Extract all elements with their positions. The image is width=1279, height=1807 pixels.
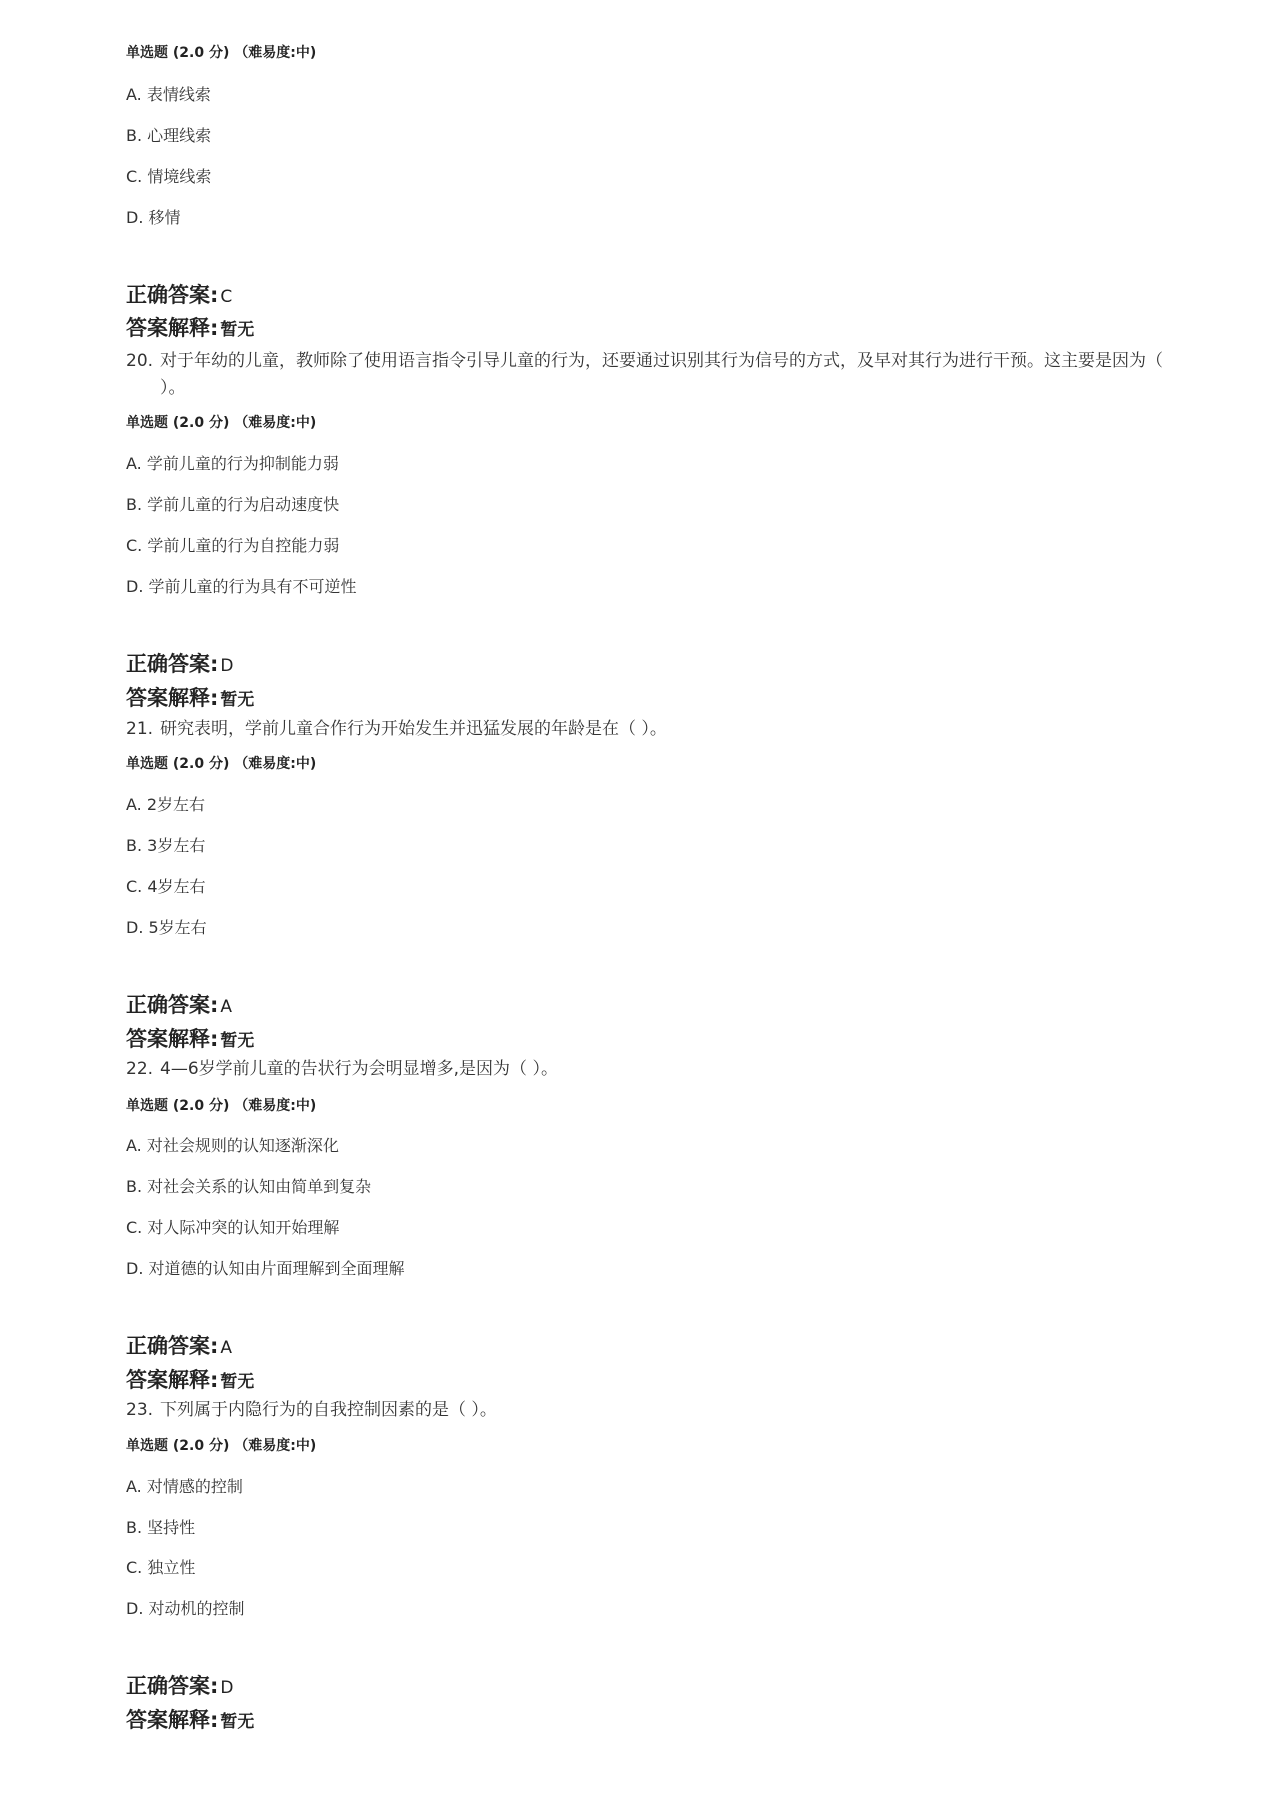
answer-explanation <box>126 683 1166 715</box>
correct-answer-value: A <box>220 997 233 1017</box>
correct-answer <box>126 1671 1166 1703</box>
answer-explanation-value: 暂无 <box>220 690 255 710</box>
correct-answer <box>126 990 1166 1022</box>
question-text: 4—6岁学前儿童的告状行为会明显增多,是因为（ ）。 <box>160 1059 558 1079</box>
correct-answer-label: 正确答案: <box>126 993 219 1017</box>
option-a[interactable]: A. 表情线索 <box>126 85 211 104</box>
option-d[interactable]: D. 对道德的认知由片面理解到全面理解 <box>126 1259 405 1278</box>
question-meta: 单选题 (2.0 分) （难易度:中) <box>126 756 317 772</box>
answer-explanation-label: 答案解释: <box>126 1368 219 1392</box>
question-number: 23. <box>126 1400 154 1420</box>
correct-answer <box>126 649 1166 681</box>
correct-answer-value: D <box>220 1678 234 1698</box>
question-meta: 单选题 (2.0 分) （难易度:中) <box>126 415 317 431</box>
answer-explanation <box>126 1024 1166 1056</box>
option-b[interactable]: B. 对社会关系的认知由简单到复杂 <box>126 1177 372 1196</box>
correct-answer-label: 正确答案: <box>126 652 219 676</box>
option-b[interactable]: B. 心理线索 <box>126 126 212 145</box>
question-stem <box>126 716 1166 743</box>
question-stem <box>126 1056 1166 1083</box>
correct-answer-label: 正确答案: <box>126 283 219 307</box>
answer-explanation-value: 暂无 <box>220 320 255 340</box>
option-d[interactable]: D. 5岁左右 <box>126 918 207 937</box>
option-b[interactable]: B. 坚持性 <box>126 1518 196 1537</box>
option-c[interactable]: C. 情境线索 <box>126 167 212 186</box>
answer-explanation-label: 答案解释: <box>126 316 219 340</box>
question-number: 21. <box>126 719 154 739</box>
option-b[interactable]: B. 学前儿童的行为启动速度快 <box>126 495 340 514</box>
answer-explanation-value: 暂无 <box>220 1712 255 1732</box>
option-a[interactable]: A. 学前儿童的行为抑制能力弱 <box>126 454 339 473</box>
option-b[interactable]: B. 3岁左右 <box>126 836 206 855</box>
answer-explanation <box>126 1705 1166 1737</box>
correct-answer-label: 正确答案: <box>126 1674 219 1698</box>
correct-answer <box>126 280 1166 312</box>
option-a[interactable]: A. 对社会规则的认知逐渐深化 <box>126 1136 339 1155</box>
option-c[interactable]: C. 学前儿童的行为自控能力弱 <box>126 536 340 555</box>
question-text: 研究表明，学前儿童合作行为开始发生并迅猛发展的年龄是在（ ）。 <box>160 719 667 739</box>
question-meta: 单选题 (2.0 分) （难易度:中) <box>126 45 317 61</box>
option-d[interactable]: D. 学前儿童的行为具有不可逆性 <box>126 577 357 596</box>
option-d[interactable]: D. 移情 <box>126 208 181 227</box>
correct-answer-value: C <box>220 287 233 307</box>
answer-explanation-label: 答案解释: <box>126 686 219 710</box>
answer-explanation <box>126 313 1166 345</box>
question-stem <box>126 1397 1166 1424</box>
question-text: 下列属于内隐行为的自我控制因素的是（ ）。 <box>160 1400 497 1420</box>
option-a[interactable]: A. 2岁左右 <box>126 795 206 814</box>
option-c[interactable]: C. 对人际冲突的认知开始理解 <box>126 1218 340 1237</box>
question-number: 22. <box>126 1059 154 1079</box>
answer-explanation-value: 暂无 <box>220 1372 255 1392</box>
option-a[interactable]: A. 对情感的控制 <box>126 1477 243 1496</box>
option-c[interactable]: C. 独立性 <box>126 1558 196 1577</box>
correct-answer-value: D <box>220 656 234 676</box>
option-c[interactable]: C. 4岁左右 <box>126 877 206 896</box>
answer-explanation-label: 答案解释: <box>126 1027 219 1051</box>
correct-answer-label: 正确答案: <box>126 1334 219 1358</box>
question-stem <box>126 348 1166 402</box>
correct-answer-value: A <box>220 1338 233 1358</box>
question-meta: 单选题 (2.0 分) （难易度:中) <box>126 1098 317 1114</box>
question-meta: 单选题 (2.0 分) （难易度:中) <box>126 1438 317 1454</box>
answer-explanation <box>126 1365 1166 1397</box>
answer-explanation-label: 答案解释: <box>126 1708 219 1732</box>
correct-answer <box>126 1331 1166 1363</box>
question-text: 对于年幼的儿童，教师除了使用语言指令引导儿童的行为，还要通过识别其行为信号的方式，及早对其行为进行干预。这主要是因为（ ）。 <box>160 351 1163 398</box>
option-d[interactable]: D. 对动机的控制 <box>126 1599 245 1618</box>
answer-explanation-value: 暂无 <box>220 1031 255 1051</box>
question-number: 20. <box>126 351 154 371</box>
